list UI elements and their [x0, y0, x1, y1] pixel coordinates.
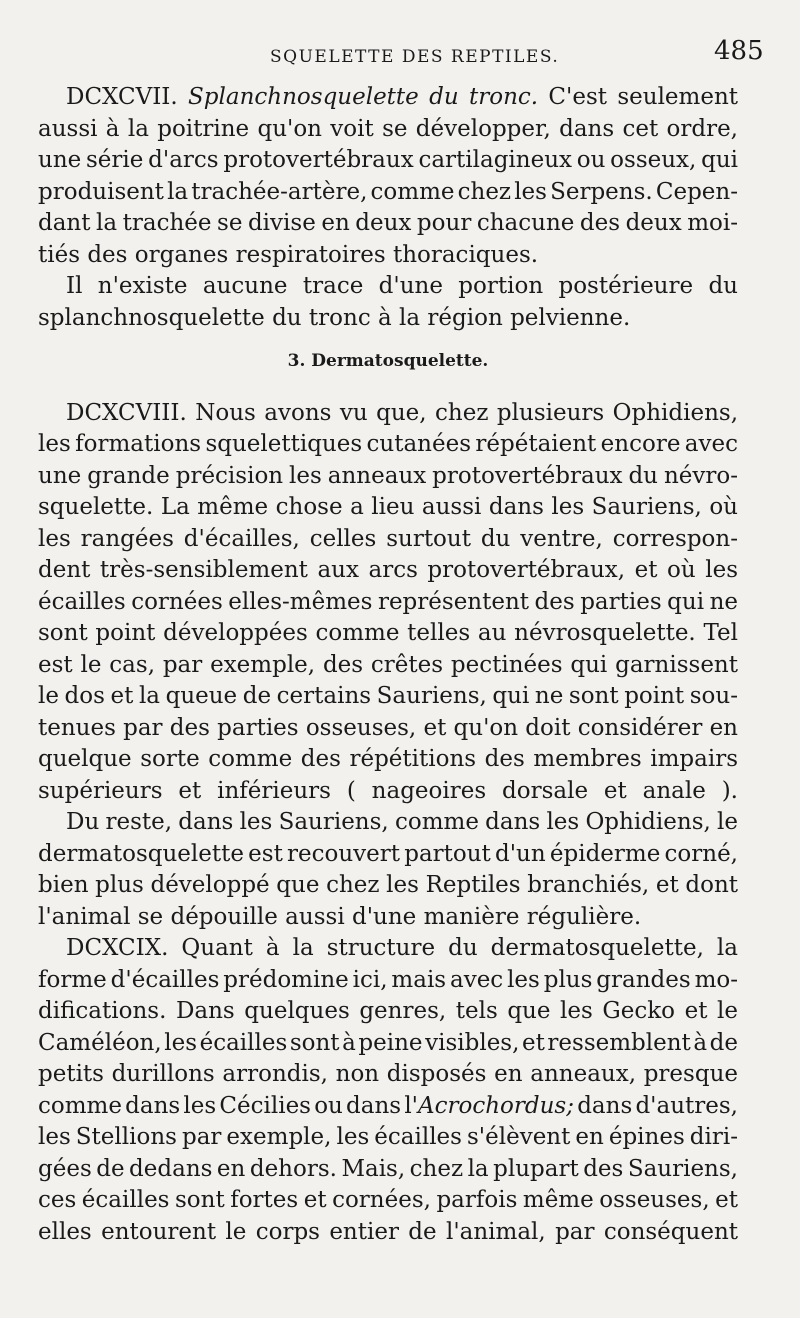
text-line: tiés des organes respiratoires thoraciques. — [38, 241, 539, 268]
paragraph-dcxcviii — [38, 398, 738, 808]
text-line: tenues par des parties osseuses, et qu'on doit considérer en — [38, 714, 738, 741]
text-line: l'animal se dépouille aussi d'une manière régulière. — [38, 903, 642, 930]
section-title: Splanchnosquelette du tronc. — [188, 84, 539, 110]
body-text — [38, 82, 738, 1248]
text-line: Caméléon, les écailles sont à peine visibles, et ressemblent à de — [38, 1029, 738, 1056]
paragraph-dcxcix — [38, 933, 738, 1248]
genus-name: Acrochordus; — [418, 1092, 574, 1119]
text-line: une série d'arcs protovertébraux cartilagineux ou osseux, qui — [38, 147, 738, 173]
text-line — [38, 1091, 738, 1123]
text-line: dant la trachée se divise en deux pour chacune des deux moi- — [38, 210, 738, 236]
paragraph-dcxcvii — [38, 82, 738, 271]
text-line: le dos et la queue de certains Sauriens, qui ne sont point sou- — [38, 683, 738, 709]
text-line — [38, 82, 738, 114]
text-line: est le cas, par exemple, des crêtes pectinées qui garnissent — [38, 651, 738, 678]
running-head — [38, 0, 764, 82]
subheading: 3. Dermatosquelette. — [287, 351, 489, 371]
text-line: une grande précision les anneaux protovertébraux du névro- — [38, 462, 738, 489]
text-line: aussi à la poitrine qu'on voit se développer, dans cet ordre, — [38, 115, 738, 142]
text-line — [38, 398, 738, 430]
text-line: squelette. La même chose a lieu aussi dans les Sauriens, où — [38, 494, 738, 520]
text-line: sont point développées comme telles au névrosquelette. Tel — [38, 620, 738, 646]
text-line: Il n'existe aucune trace d'une portion postérieure du — [66, 273, 738, 299]
text-line: quelque sorte comme des répétitions des membres impairs — [38, 746, 738, 772]
text-line: forme d'écailles prédomine ici, mais avec les plus grandes mo- — [38, 966, 738, 993]
text-fragment: C'est seulement — [548, 84, 739, 110]
text-line: gées de dedans en dehors. Mais, chez la plupart des Sauriens, — [38, 1155, 738, 1182]
text-fragment: Quant à la structure du dermatosquelette, la — [181, 935, 739, 961]
text-line: écailles cornées elles-mêmes représentent des parties qui ne — [38, 588, 738, 615]
text-line: les Stellions par exemple, les écailles s'élèvent en épines diri- — [38, 1124, 738, 1150]
running-title: SQUELETTE DES REPTILES. — [270, 47, 560, 67]
text-line — [38, 933, 738, 965]
text-line: difications. Dans quelques genres, tels que les Gecko et le — [38, 998, 738, 1024]
text-line: bien plus développé que chez les Reptiles branchiés, et dont — [38, 872, 738, 898]
section-number: DCXCIX. — [66, 935, 169, 961]
page-number: 485 — [714, 36, 764, 66]
text-line: les formations squelettiques cutanées répétaient encore avec — [38, 431, 738, 457]
text-fragment: comme dans les Cécilies ou dans l' — [38, 1092, 419, 1119]
paragraph — [38, 271, 738, 334]
text-line: Du reste, dans les Sauriens, comme dans les Ophidiens, le — [66, 809, 739, 835]
text-line: splanchnosquelette du tronc à la région pelvienne. — [38, 304, 631, 331]
text-line: petits durillons arrondis, non disposés en anneaux, presque — [38, 1061, 738, 1087]
text-fragment: dans d'autres, — [573, 1092, 738, 1119]
text-fragment: Nous avons vu que, chez plusieurs Ophidiens, — [195, 399, 739, 426]
text-line: les rangées d'écailles, celles surtout du ventre, correspon- — [38, 525, 738, 552]
section-number: DCXCVII. — [66, 84, 178, 110]
text-line: supérieurs et inférieurs ( nageoires dorsale et anale ). — [38, 777, 738, 804]
text-line: dent très-sensiblement aux arcs protovertébraux, et où les — [38, 557, 738, 583]
paragraph — [38, 807, 738, 933]
text-line: elles entourent le corps entier de l'animal, par conséquent — [38, 1218, 738, 1245]
text-line: dermatosquelette est recouvert partout d'un épiderme corné, — [38, 840, 738, 867]
text-line: ces écailles sont fortes et cornées, parfois même osseuses, et — [38, 1187, 738, 1213]
section-number: DCXCVIII. — [66, 399, 187, 426]
text-line: produisent la trachée-artère, comme chez les Serpens. Cepen- — [38, 178, 738, 205]
